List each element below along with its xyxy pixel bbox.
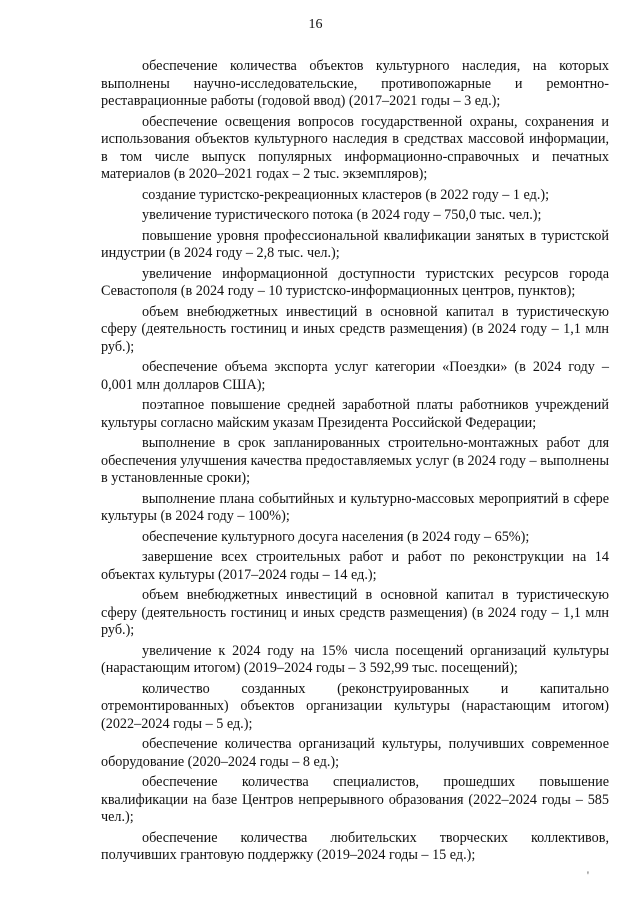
paragraph: объем внебюджетных инвестиций в основной капитал в туристическую сферу (деятельность гостиниц и иных средств размещения) (в 2024 году – 1,1 млн руб.); xyxy=(101,303,609,355)
paragraph: обеспечение количества специалистов, прошедших повышение квалификации на базе Центров непрерывного образования (2022–2024 годы – 585 чел.); xyxy=(101,774,609,825)
paragraph: увеличение информационной доступности туристских ресурсов города Севастополя (в 2024 году – 10 туристско-информационных центров, пунктов); xyxy=(101,265,609,299)
paragraph: увеличение к 2024 году на 15% числа посещений организаций культуры (нарастающим итогом) (2019–2024 годы – 3 592,99 тыс. посещений); xyxy=(101,642,609,676)
paragraph: выполнение плана событийных и культурно-массовых мероприятий в сфере культуры (в 2024 году – 100%); xyxy=(101,490,609,524)
paragraph: обеспечение количества любительских творческих коллективов, получивших грантовую поддержку (2019–2024 годы – 15 ед.); xyxy=(101,829,609,863)
paragraph: повышение уровня профессиональной квалификации занятых в туристской индустрии (в 2024 году – 2,8 тыс. чел.); xyxy=(101,227,609,261)
paragraph: поэтапное повышение средней заработной платы работников учреждений культуры согласно майским указам Президента Российской Федерации; xyxy=(101,397,609,431)
corner-mark: ' xyxy=(586,868,589,882)
paragraph: объем внебюджетных инвестиций в основной капитал в туристическую сферу (деятельность гостиниц и иных средств размещения) (в 2024 году – 1,1 млн руб.); xyxy=(101,587,609,638)
paragraph: увеличение туристического потока (в 2024 году – 750,0 тыс. чел.); xyxy=(142,207,542,223)
document-body xyxy=(101,58,609,868)
paragraph: количество созданных (реконструированных и капитально отремонтированных) объектов организации культуры (нарастающим итогом) (2022–2024 годы – 5 ед.); xyxy=(101,680,609,732)
paragraph: обеспечение культурного досуга населения (в 2024 году – 65%); xyxy=(142,528,530,545)
paragraph: обеспечение количества организаций культуры, получивших современное оборудование (2020–2024 годы – 8 ед.); xyxy=(101,736,609,770)
paragraph: создание туристско-рекреационных кластеров (в 2022 году – 1 ед.); xyxy=(142,186,550,203)
page-number: 16 xyxy=(308,17,323,32)
paragraph: обеспечение объема экспорта услуг категории «Поездки» (в 2024 году – 0,001 млн долларов США); xyxy=(101,359,609,393)
paragraph: обеспечение освещения вопросов государственной охраны, сохранения и использования объектов культурного наследия в средствах массовой информации, в том числе выпуск популярных информационно-справочных и печатных материалов (в 2020–2021 годах – 2 тыс. экземпляров); xyxy=(101,113,609,182)
paragraph: завершение всех строительных работ и работ по реконструкции на 14 объектах культуры (2017–2024 годы – 14 ед.); xyxy=(101,549,609,583)
paragraph: выполнение в срок запланированных строительно-монтажных работ для обеспечения улучшения качества предоставляемых услуг (в 2024 году – выполнены в установленные сроки); xyxy=(101,435,609,486)
paragraph: обеспечение количества объектов культурного наследия, на которых выполнены научно-исследовательские, противопожарные и ремонтно-реставрационные работы (годовой ввод) (2017–2021 годы – 3 ед.); xyxy=(101,58,609,109)
